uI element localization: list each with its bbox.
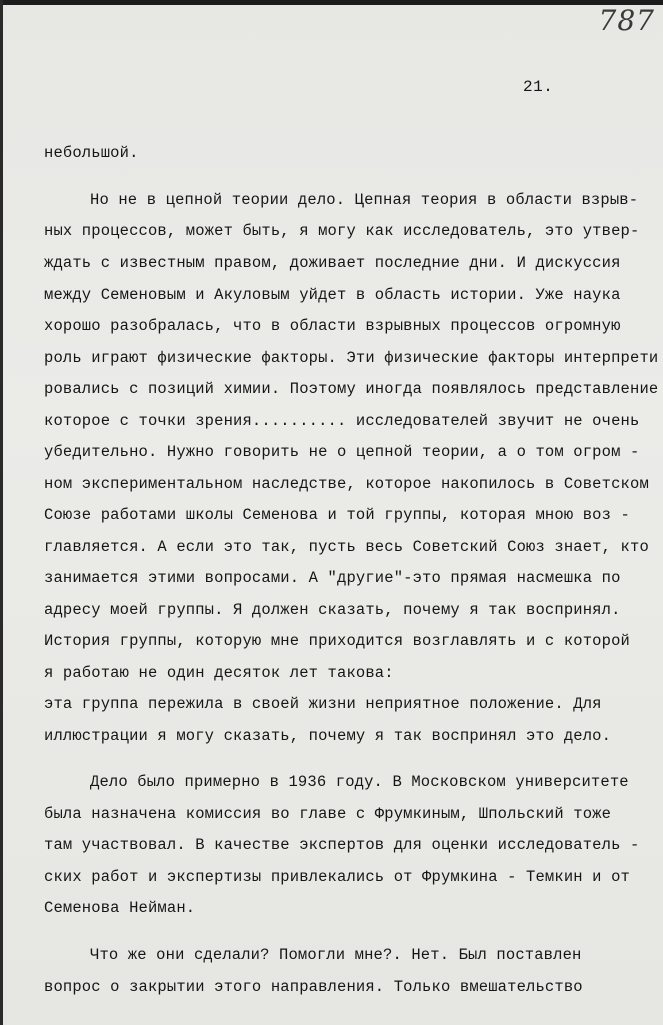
text-line: Союзе работами школы Семенова и той группы, которая мною воз -: [44, 506, 630, 524]
text-line: ном экспериментальном наследстве, которое накопилось в Советском: [44, 475, 649, 493]
handwritten-archive-number: 787: [598, 4, 655, 37]
text-line: там участвовал. В качестве экспертов для оценки исследователь -: [44, 836, 640, 854]
text-line: небольшой.: [44, 144, 139, 162]
text-line: ждать с известным правом, доживает последние дни. И дискуссия: [44, 254, 621, 272]
text-line: главляется. А если это так, пусть весь Советский Союз знает, кто: [44, 538, 649, 556]
text-line: я работаю не один десяток лет такова:: [44, 664, 394, 682]
text-line: убедительно. Нужно говорить не о цепной теории, а о том огром -: [44, 443, 640, 461]
text-line: эта группа пережила в своей жизни неприятное положение. Для: [44, 695, 602, 713]
text-line: ровались с позиций химии. Поэтому иногда появлялось представление: [44, 380, 659, 398]
text-line: Дело было примерно в 1936 году. В Московском университете: [90, 773, 629, 791]
text-line: Что же они сделали? Помогли мне?. Нет. Был поставлен: [90, 946, 582, 964]
text-line: была назначена комиссия во главе с Фрумкиным, Шпольский тоже: [44, 805, 612, 823]
text-line: ских работ и экспертизы привлекались от Фрумкина - Темкин и от: [44, 868, 630, 886]
text-line: Семенова Нейман.: [44, 899, 196, 917]
text-line: роль играют физические факторы. Эти физические факторы интерпрети: [44, 349, 659, 367]
text-line: Но не в цепной теории дело. Цепная теория в области взрыв-: [90, 191, 639, 209]
text-line: иллюстрации я могу сказать, почему я так воспринял это дело.: [44, 727, 612, 745]
text-line: вопрос о закрытии этого направления. Только вмешательство: [44, 978, 583, 996]
text-line: которое с точки зрения.......... исследователей звучит не очень: [44, 412, 640, 430]
text-line: хорошо разобралась, что в области взрывных процессов огромную: [44, 317, 621, 335]
page-number: 21.: [523, 78, 554, 96]
scan-left-border: [0, 0, 3, 1025]
text-line: адресу моей группы. Я должен сказать, почему я так воспринял.: [44, 601, 621, 619]
text-line: История группы, которую мне приходится возглавлять и с которой: [44, 632, 630, 650]
text-line: ных процессов, может быть, я могу как исследователь, это утвер-: [44, 222, 640, 240]
text-line: занимается этими вопросами. А "другие"-это прямая насмешка по: [44, 569, 621, 587]
scan-top-border: [0, 0, 663, 5]
text-line: между Семеновым и Акуловым уйдет в область истории. Уже наука: [44, 286, 621, 304]
